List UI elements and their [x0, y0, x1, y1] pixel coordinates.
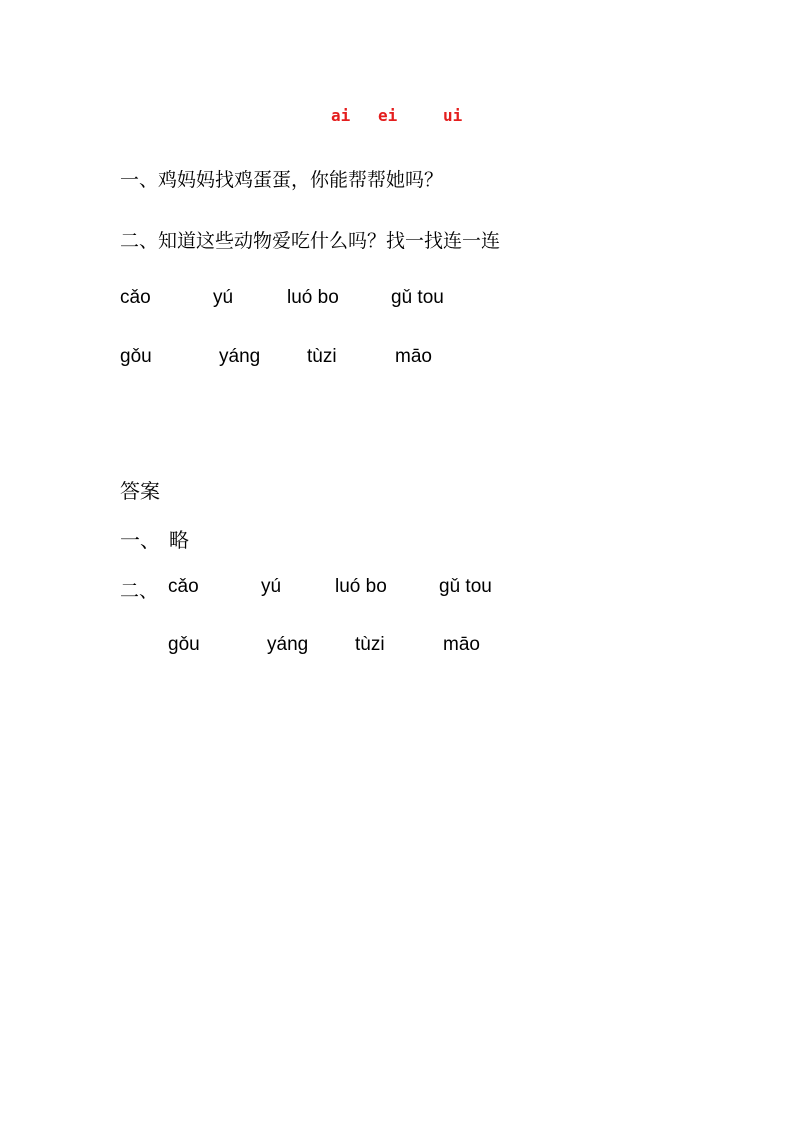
answer-part1-label: 一、 — [120, 528, 160, 552]
answer-pinyin-tuzi: tùzi — [355, 634, 385, 655]
pinyin-food-gutou: gǔ tou — [391, 287, 444, 308]
title-syllable-ei: ei — [378, 106, 398, 125]
pinyin-animal-gou: gǒu — [120, 346, 152, 367]
answer-pinyin-gutou: gǔ tou — [439, 576, 492, 597]
pinyin-food-yu: yú — [213, 287, 234, 308]
question-2: 二、知道这些动物爱吃什么吗？找一找连一连 — [120, 230, 501, 252]
answer-heading: 答案 — [120, 479, 160, 503]
pinyin-animal-tuzi: tùzi — [307, 346, 337, 367]
pinyin-animal-mao: māo — [395, 346, 432, 367]
pinyin-food-cao: cǎo — [120, 287, 151, 308]
answer-pinyin-mao: māo — [443, 634, 480, 655]
answer-pinyin-cao: cǎo — [168, 576, 199, 597]
pinyin-food-luobo: luó bo — [287, 287, 339, 308]
answer-pinyin-luobo: luó bo — [335, 576, 387, 597]
answer-pinyin-yu: yú — [261, 576, 282, 597]
answer-pinyin-yang: yáng — [267, 634, 309, 655]
answer-part1-text: 略 — [169, 528, 189, 552]
answer-pinyin-gou: gǒu — [168, 634, 200, 655]
answer-part2-label: 二、 — [120, 580, 159, 602]
title-syllable-ai: ai — [331, 106, 351, 125]
pinyin-animal-yang: yáng — [219, 346, 261, 367]
title-syllable-ui: ui — [443, 106, 463, 125]
question-1: 一、鸡妈妈找鸡蛋蛋，你能帮帮她吗？ — [120, 169, 444, 191]
